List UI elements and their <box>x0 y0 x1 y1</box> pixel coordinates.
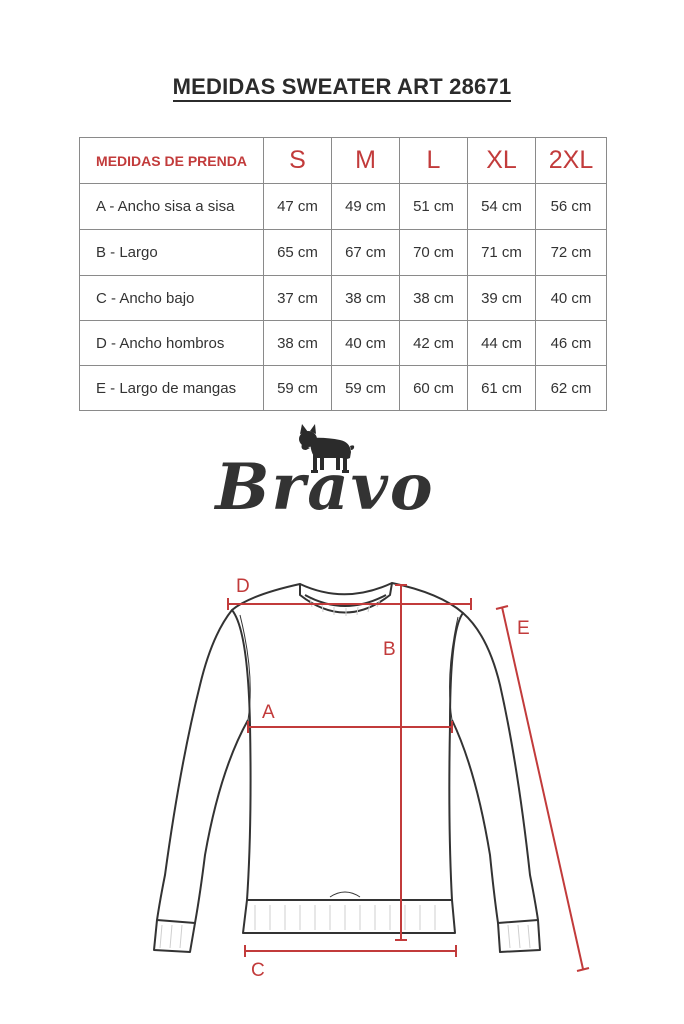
table-row <box>80 321 607 366</box>
table-cell: 47 cm <box>264 184 332 230</box>
measure-line-e <box>502 607 583 969</box>
row-label: A - Ancho sisa a sisa <box>80 184 264 230</box>
table-cell: 61 cm <box>468 366 536 411</box>
row-label: E - Largo de mangas <box>80 366 264 411</box>
table-row <box>80 276 607 321</box>
page-title: MEDIDAS SWEATER ART 28671 <box>0 74 684 100</box>
table-row <box>80 366 607 411</box>
measure-label-e: E <box>517 618 530 639</box>
table-cell: 56 cm <box>536 184 607 230</box>
size-header-l: L <box>400 138 468 184</box>
table-cell: 62 cm <box>536 366 607 411</box>
sweater-outline <box>154 583 540 952</box>
sweater-measurement-diagram <box>0 555 684 1024</box>
table-cell: 72 cm <box>536 230 607 276</box>
table-cell: 54 cm <box>468 184 536 230</box>
table-cell: 39 cm <box>468 276 536 321</box>
table-cell: 44 cm <box>468 321 536 366</box>
row-label: C - Ancho bajo <box>80 276 264 321</box>
measure-label-a: A <box>262 702 275 723</box>
table-row <box>80 184 607 230</box>
table-cell: 38 cm <box>264 321 332 366</box>
table-cell: 65 cm <box>264 230 332 276</box>
table-cell: 60 cm <box>400 366 468 411</box>
table-cell: 40 cm <box>332 321 400 366</box>
rib-texture <box>160 599 530 948</box>
table-cell: 37 cm <box>264 276 332 321</box>
size-header-m: M <box>332 138 400 184</box>
table-cell: 38 cm <box>332 276 400 321</box>
size-table <box>79 137 607 411</box>
table-cell: 71 cm <box>468 230 536 276</box>
table-header-label: MEDIDAS DE PRENDA <box>80 138 264 184</box>
table-cell: 38 cm <box>400 276 468 321</box>
measure-label-c: C <box>251 960 265 981</box>
table-cell: 67 cm <box>332 230 400 276</box>
row-label: B - Largo <box>80 230 264 276</box>
size-header-s: S <box>264 138 332 184</box>
measure-label-b: B <box>383 639 396 660</box>
table-cell: 70 cm <box>400 230 468 276</box>
size-header-2xl: 2XL <box>536 138 607 184</box>
table-cell: 51 cm <box>400 184 468 230</box>
table-cell: 59 cm <box>264 366 332 411</box>
table-cell: 46 cm <box>536 321 607 366</box>
brand-name: Bravo <box>215 450 435 525</box>
table-row <box>80 230 607 276</box>
brand-logo <box>200 420 450 540</box>
table-header-row <box>80 138 607 184</box>
table-cell: 49 cm <box>332 184 400 230</box>
table-cell: 59 cm <box>332 366 400 411</box>
table-cell: 40 cm <box>536 276 607 321</box>
measurement-lines <box>228 585 589 971</box>
row-label: D - Ancho hombros <box>80 321 264 366</box>
table-cell: 42 cm <box>400 321 468 366</box>
size-header-xl: XL <box>468 138 536 184</box>
measure-label-d: D <box>236 576 250 597</box>
